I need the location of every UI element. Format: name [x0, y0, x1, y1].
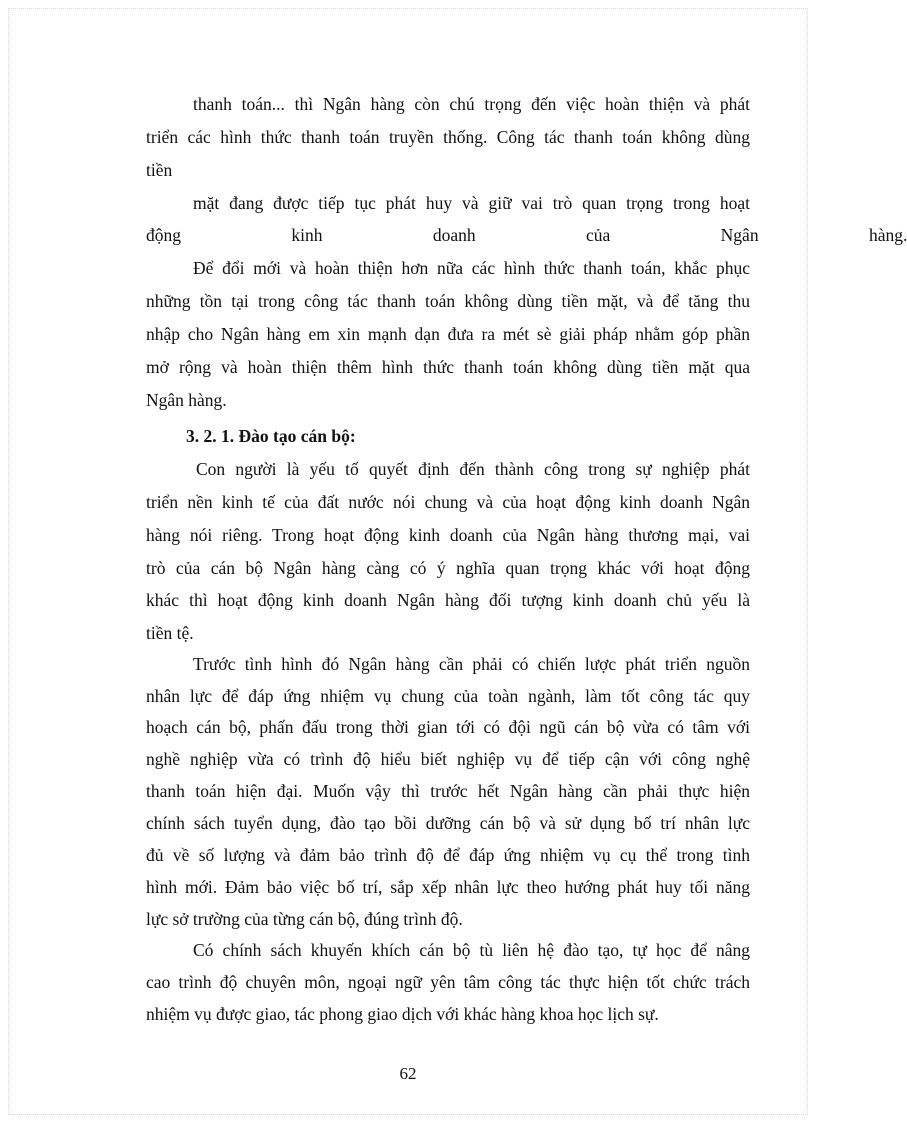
text-line: nghề nghiệp vừa có trình độ hiểu biết nghiệp vụ để tiếp cận với công nghệ [146, 749, 750, 769]
text-line: triển các hình thức thanh toán truyền thống. Công tác thanh toán không dùng [146, 127, 750, 147]
text-line: thanh toán hiện đại. Muốn vậy thì trước hết Ngân hàng cần phải thực hiện [146, 781, 750, 801]
text-line: Để đổi mới và hoàn thiện hơn nữa các hình thức thanh toán, khắc phục [193, 258, 750, 278]
text-line: nhập cho Ngân hàng em xin mạnh dạn đưa ra mét sè giải pháp nhằm góp phần [146, 324, 750, 344]
text-line: hàng nói riêng. Trong hoạt động kinh doanh của Ngân hàng thương mại, vai [146, 525, 750, 545]
text-line: chính sách tuyển dụng, đào tạo bồi dưỡng cán bộ và sử dụng bố trí nhân lực [146, 813, 750, 833]
text-line: Ngân hàng. [146, 390, 227, 410]
text-line: Con người là yếu tố quyết định đến thành công trong sự nghiệp phát [196, 459, 750, 479]
text-line: lực sở trường của từng cán bộ, đúng trình độ. [146, 909, 463, 929]
text-line: đủ về số lượng và đảm bảo trình độ để đáp ứng nhiệm vụ cụ thể trong tình [146, 845, 750, 865]
text-line: mở rộng và hoàn thiện thêm hình thức thanh toán không dùng tiền mặt qua [146, 357, 750, 377]
text-line: trò của cán bộ Ngân hàng càng có ý nghĩa quan trọng khác với hoạt động [146, 558, 750, 578]
text-line: hình mới. Đảm bảo việc bố trí, sắp xếp nhân lực theo hướng phát huy tối năng [146, 877, 750, 897]
text-line: Có chính sách khuyến khích cán bộ tù liên hệ đào tạo, tự học để nâng [193, 940, 750, 960]
page-number: 62 [399, 1064, 417, 1083]
text-line: những tồn tại trong công tác thanh toán không dùng tiền mặt, và để tăng thu [146, 291, 750, 311]
section-heading: 3. 2. 1. Đào tạo cán bộ: [186, 426, 356, 446]
text-line: thanh toán... thì Ngân hàng còn chú trọng đến việc hoàn thiện và phát [193, 94, 750, 114]
text-line: động kinh doanh của Ngân hàng. [146, 225, 907, 245]
text-line: hoạch cán bộ, phấn đấu trong thời gian tới có đội ngũ cán bộ vừa có tâm với [146, 717, 750, 737]
text-line: khác thì hoạt động kinh doanh Ngân hàng đối tượng kinh doanh chủ yếu là [146, 590, 750, 610]
text-line: mặt đang được tiếp tục phát huy và giữ vai trò quan trọng trong hoạt [193, 193, 750, 213]
text-line: cao trình độ chuyên môn, ngoại ngữ yên tâm công tác thực hiện tốt chức trách [146, 972, 750, 992]
text-line: tiền tệ. [146, 623, 194, 643]
text-line: Trước tình hình đó Ngân hàng cần phải có chiến lược phát triển nguồn [193, 654, 750, 674]
text-line: triển nền kinh tế của đất nước nói chung và của hoạt động kinh doanh Ngân [146, 492, 750, 512]
text-line: tiền [146, 160, 173, 180]
text-line: nhiệm vụ được giao, tác phong giao dịch với khác hàng khoa học lịch sự. [146, 1004, 659, 1024]
text-line: nhân lực để đáp ứng nhiệm vụ chung của toàn ngành, làm tốt công tác quy [146, 686, 750, 706]
